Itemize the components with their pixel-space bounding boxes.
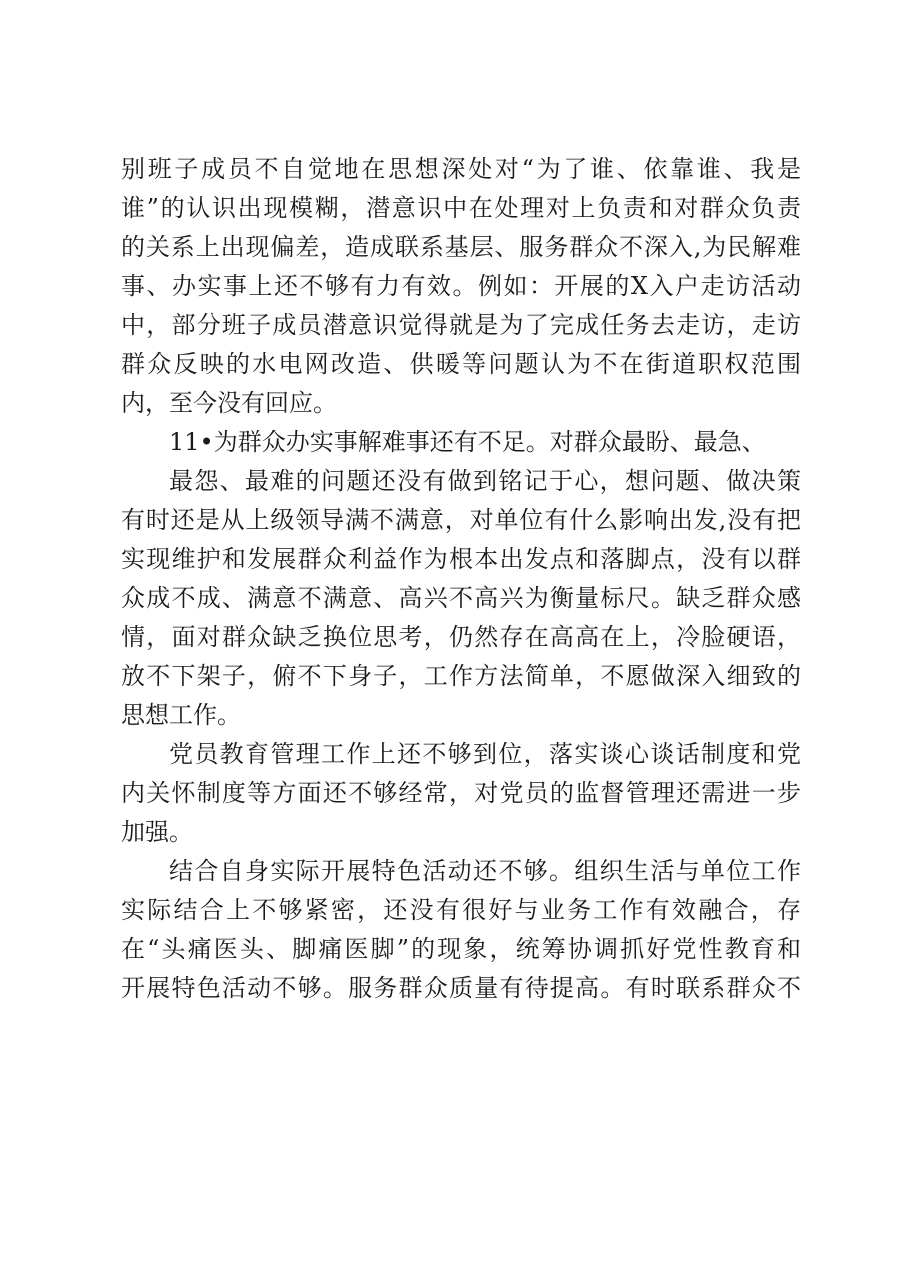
text-line: 党员教育管理工作上还不够到位，落实谈心谈话制度和党 [169,740,801,768]
text-line: 中，部分班子成员潜意识觉得就是为了完成任务去走访，走访 [121,311,801,339]
text-line: 实际结合上不够紧密，还没有很好与业务工作有效融合，存 [121,896,801,924]
text-line: 谁”的认识出现模糊，潜意识中在处理对上负责和对群众负责 [121,194,801,222]
text-line: 别班子成员不自觉地在思想深处对“为了谁、依靠谁、我是 [121,155,801,183]
text-line: 有时还是从上级领导满不满意，对单位有什么影响出发,没有把 [121,506,801,534]
text-line: 实现维护和发展群众利益作为根本出发点和落脚点，没有以群 [121,545,801,573]
text-line: 加强。 [121,818,193,846]
text-line: 结合自身实际开展特色活动还不够。组织生活与单位工作 [169,857,801,885]
text-line: 众成不成、满意不满意、高兴不高兴为衡量标尺。缺乏群众感 [121,584,801,612]
text-line: 内，至今没有回应。 [121,389,337,417]
text-line: 情，面对群众缺乏换位思考，仍然存在高高在上，冷脸硬语， [121,623,801,651]
text-line: 群众反映的水电网改造、供暖等问题认为不在街道职权范围 [121,350,801,378]
text-line: 开展特色活动不够。服务群众质量有待提高。有时联系群众不 [121,974,801,1002]
text-line: 在“头痛医头、脚痛医脚”的现象，统筹协调抓好党性教育和 [121,935,801,963]
text-line: 思想工作。 [121,701,241,729]
text-line: 最怨、最难的问题还没有做到铭记于心，想问题、做决策 [169,467,801,495]
text-line: 11•为群众办实事解难事还有不足。对群众最盼、最急、 [169,428,766,456]
text-line: 事、办实事上还不够有力有效。例如：开展的X入户走访活动 [121,272,801,300]
text-line: 内关怀制度等方面还不够经常，对党员的监督管理还需进一步 [121,779,801,807]
text-line: 的关系上出现偏差，造成联系基层、服务群众不深入,为民解难 [121,233,801,261]
text-line: 放不下架子，俯不下身子，工作方法简单，不愿做深入细致的 [121,662,801,690]
body-text [121,150,801,1008]
